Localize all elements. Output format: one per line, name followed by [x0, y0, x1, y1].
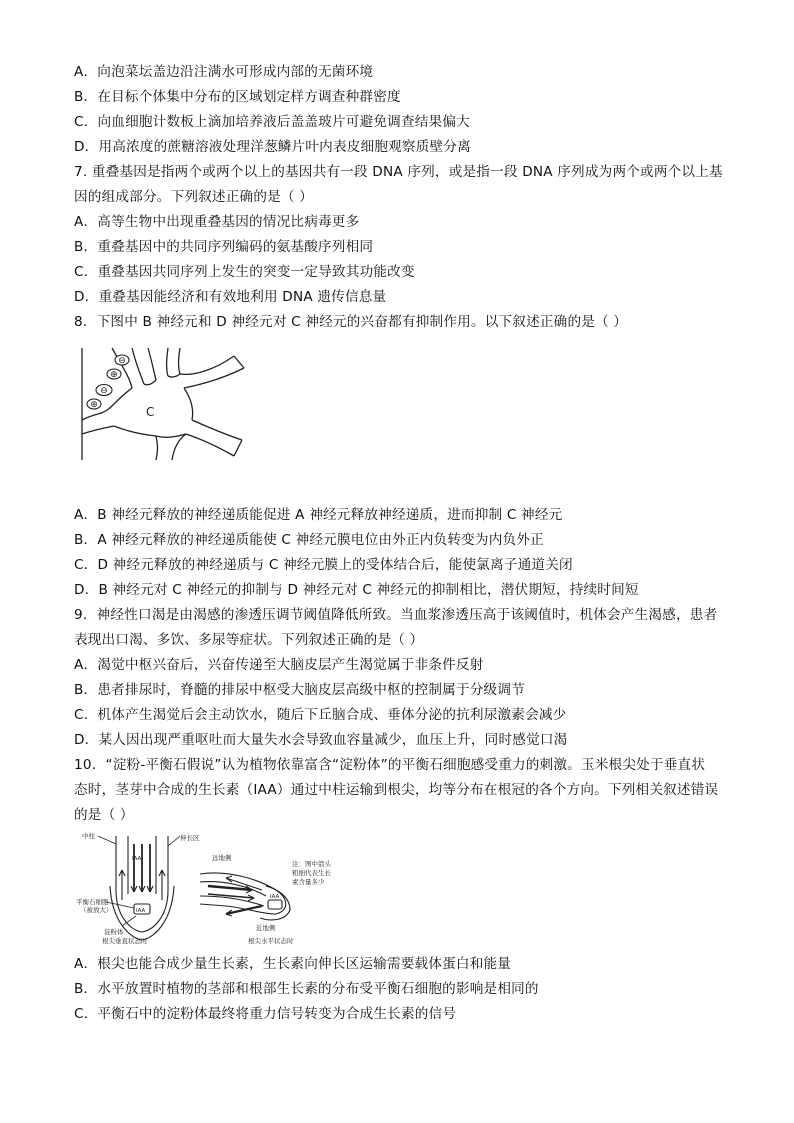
q6-option-a: A．向泡菜坛盖边沿注满水可形成内部的无菌环境 [74, 64, 374, 80]
neuron-figure [74, 344, 274, 464]
q8-stem: 8．下图中 B 神经元和 D 神经元对 C 神经元的兴奋都有抑制作用。以下叙述正确的是（ ） [74, 314, 628, 330]
q9-option-b: B．患者排尿时，脊髓的排尿中枢受大脑皮层高级中枢的控制属于分级调节 [74, 682, 525, 698]
q10-option-a: A．根尖也能合成少量生长素，生长素向伸长区运输需要载体蛋白和能量 [74, 956, 512, 972]
label-iaa-1: IAA [132, 856, 142, 862]
label-note-3: 素含量多少 [292, 878, 325, 886]
label-yuandi: 远地侧 [212, 854, 232, 862]
label-shenchang: 伸长区 [180, 834, 200, 842]
label-pingheng: 平衡石细胞 [76, 898, 109, 906]
root-tip-figure [76, 830, 336, 950]
q10-stem-line2: 态时，茎芽中合成的生长素（IAA）通过中柱运输到根尖，均等分布在根冠的各个方向。下列相关叙述错误 [74, 782, 719, 798]
q9-option-a: A．渴觉中枢兴奋后，兴奋传递至大脑皮层产生渴觉属于非条件反射 [74, 657, 484, 673]
label-iaa-2: IAA [136, 908, 146, 914]
label-note-2: 粗细代表生长 [292, 869, 331, 877]
q7-option-d: D．重叠基因能经济和有效地利用 DNA 遗传信息量 [74, 289, 387, 305]
q6-option-c: C．向血细胞计数板上滴加培养液后盖盖玻片可避免调查结果偏大 [74, 114, 470, 130]
q6-option-d: D．用高浓度的蔗糖溶液处理洋葱鳞片叶内表皮细胞观察质壁分离 [74, 139, 471, 155]
label-vertical: 根尖垂直状态时 [102, 937, 148, 945]
q7-stem-line2: 因的组成部分。下列叙述正确的是（ ） [74, 189, 314, 205]
label-jindi: 近地侧 [256, 924, 276, 932]
terminal-mark-3: ⊖ [100, 386, 108, 396]
terminal-mark-4: ⊕ [90, 400, 98, 410]
label-dianfen: 淀粉体 [104, 928, 124, 936]
q7-option-b: B．重叠基因中的共同序列编码的氨基酸序列相同 [74, 239, 374, 255]
q6-option-b: B．在目标个体集中分布的区域划定样方调查种群密度 [74, 89, 401, 105]
q10-option-c: C．平衡石中的淀粉体最终将重力信号转变为合成生长素的信号 [74, 1006, 457, 1022]
q8-option-d: D．B 神经元对 C 神经元的抑制与 D 神经元对 C 神经元的抑制相比，潜伏期短，持续时间短 [74, 582, 639, 598]
q8-option-c: C．D 神经元释放的神经递质与 C 神经元膜上的受体结合后，能使氯离子通道关闭 [74, 557, 573, 573]
q9-option-c: C．机体产生渴觉后会主动饮水，随后下丘脑合成、垂体分泌的抗利尿激素会减少 [74, 707, 567, 723]
q8-option-a: A．B 神经元释放的神经递质能促进 A 神经元释放神经递质，进而抑制 C 神经元 [74, 507, 563, 523]
label-note-1: 注：图中箭头 [292, 860, 331, 868]
q7-option-a: A．高等生物中出现重叠基因的情况比病毒更多 [74, 214, 360, 230]
q7-option-c: C．重叠基因共同序列上发生的突变一定导致其功能改变 [74, 264, 415, 280]
label-horizontal: 根尖水平状态时 [248, 937, 294, 945]
q9-stem-line2: 表现出口渴、多饮、多尿等症状。下列叙述正确的是（ ） [74, 632, 424, 648]
q10-option-b: B．水平放置时植物的茎部和根部生长素的分布受平衡石细胞的影响是相同的 [74, 981, 539, 997]
q10-stem-line1: 10．“淀粉-平衡石假说”认为植物依靠富含“淀粉体”的平衡石细胞感受重力的刺激。玉米根尖处于垂直状 [74, 757, 706, 773]
q9-option-d: D．某人因出现严重呕吐而大量失水会导致血容量减少，血压上升，同时感觉口渴 [74, 732, 568, 748]
q7-stem-line1: 7. 重叠基因是指两个或两个以上的基因共有一段 DNA 序列，或是指一段 DNA 序列成为两个或两个以上基 [74, 164, 723, 180]
label-zhongzhu: 中柱 [82, 832, 95, 840]
q8-option-b: B．A 神经元释放的神经递质能使 C 神经元膜电位由外正内负转变为内负外正 [74, 532, 544, 548]
q10-stem-line3: 的是（ ） [74, 807, 134, 823]
terminal-mark-1: ⊖ [118, 356, 126, 366]
terminal-mark-2: ⊕ [110, 370, 118, 380]
label-pingheng-2: （被放大） [80, 906, 113, 914]
q9-stem-line1: 9．神经性口渴是由渴感的渗透压调节阈值降低所致。当血浆渗透压高于该阈值时，机体会产生渴感，患者 [74, 607, 718, 623]
neuron-c-label: C [146, 405, 155, 419]
label-iaa-3: IAA [270, 894, 280, 900]
